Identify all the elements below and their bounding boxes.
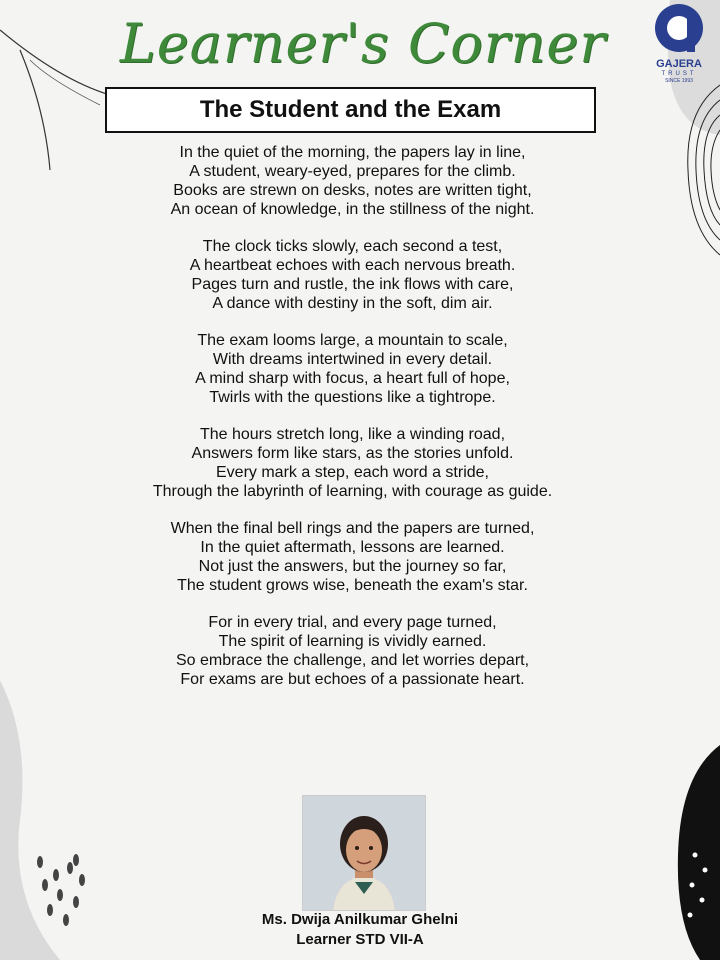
poem-line: The student grows wise, beneath the exam's star. [177, 577, 528, 594]
author-caption [200, 910, 520, 950]
page-header-title: Learner's Corner [119, 11, 607, 75]
poem-line: Not just the answers, but the journey so far, [198, 558, 507, 575]
poem-line: Through the labyrinth of learning, with courage as guide. [152, 483, 553, 500]
poem-line: The clock ticks slowly, each second a test, [202, 238, 503, 255]
stanza [100, 425, 605, 501]
poem-line: With dreams intertwined in every detail. [212, 351, 493, 368]
stanza [100, 237, 605, 313]
poem-line: The exam looms large, a mountain to scale, [197, 332, 508, 349]
poem-line: A dance with destiny in the soft, dim air. [212, 295, 493, 312]
gajera-trust-logo [644, 2, 714, 98]
poem-line: The hours stretch long, like a winding road, [199, 426, 506, 443]
poem-body [100, 143, 605, 707]
stanza [100, 143, 605, 219]
poem-line: Every mark a step, each word a stride, [216, 464, 489, 481]
stanza [100, 519, 605, 595]
author-photo [302, 795, 426, 911]
poem-line: The spirit of learning is vividly earned. [218, 633, 487, 650]
wood-rings-decoration [680, 80, 720, 260]
poem-line: Answers form like stars, as the stories unfold. [191, 445, 514, 462]
poem-line: Pages turn and rustle, the ink flows with care, [191, 276, 514, 293]
logo-sub: TRUST [661, 71, 697, 77]
logo-icon [651, 2, 707, 54]
logo-since: SINCE 1993 [665, 78, 693, 84]
poem-line: For in every trial, and every page turned, [208, 614, 497, 631]
bottom-left-blob [0, 680, 110, 960]
author-class: Learner STD VII-A [296, 931, 424, 948]
poem-line: A mind sharp with focus, a heart full of hope, [195, 370, 510, 387]
logo-name: GAJERA [656, 58, 702, 70]
poem-line: An ocean of knowledge, in the stillness of the night. [170, 201, 535, 218]
poem-line: For exams are but echoes of a passionate heart. [180, 671, 525, 688]
poem-line: A student, weary-eyed, prepares for the climb. [189, 163, 516, 180]
poem-line: Twirls with the questions like a tightrope. [209, 389, 496, 406]
poem-title: The Student and the Exam [105, 87, 596, 133]
poem-line: When the final bell rings and the papers are turned, [170, 520, 535, 537]
poem-line: In the quiet of the morning, the papers lay in line, [179, 144, 526, 161]
poem-line: Books are strewn on desks, notes are written tight, [173, 182, 532, 199]
stanza [100, 331, 605, 407]
stanza [100, 613, 605, 689]
poem-line: In the quiet aftermath, lessons are learned. [200, 539, 505, 556]
bottom-right-blob [660, 745, 720, 960]
poem-line: A heartbeat echoes with each nervous breath. [189, 257, 516, 274]
poem-line: So embrace the challenge, and let worries depart, [175, 652, 530, 669]
author-name: Ms. Dwija Anilkumar Ghelni [261, 911, 459, 928]
